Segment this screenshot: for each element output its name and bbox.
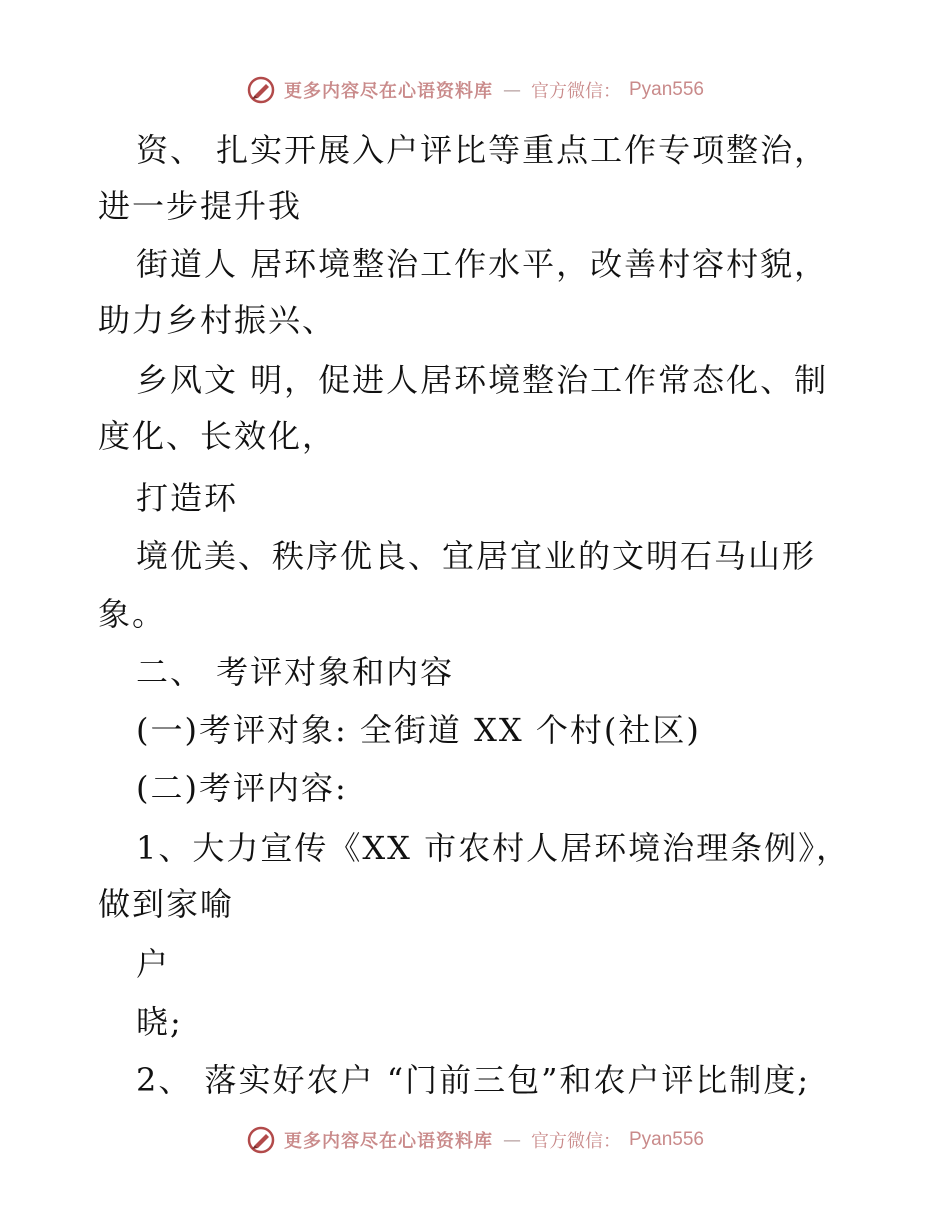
section-heading: 二、 考评对象和内容 (136, 653, 455, 691)
text-line: 晓; (136, 1003, 183, 1041)
text-line: 资、 扎实开展入户评比等重点工作专项整治， (136, 131, 829, 169)
watermark-dash: — (502, 79, 521, 101)
pen-logo-icon (246, 1125, 276, 1155)
watermark-main-text: 更多内容尽在心语资料库 (283, 1131, 493, 1152)
text-line: 打造环 (136, 479, 239, 517)
text-line: 度化、长效化， (98, 417, 337, 455)
text-line: 助力乡村振兴、 (98, 301, 337, 339)
text-line: 乡风文 明，促进人居环境整治工作常态化、制 (136, 361, 829, 399)
watermark-label: 官方微信： (530, 81, 621, 102)
text-line: (一)考评对象: 全街道 XX 个村(社区) (136, 711, 701, 749)
text-line: (二)考评内容: (136, 769, 348, 807)
watermark-main-text: 更多内容尽在心语资料库 (283, 81, 493, 102)
watermark-dash: — (502, 1129, 521, 1151)
text-line: 街道人 居环境整治工作水平，改善村容村貌， (136, 245, 829, 283)
text-line: 象。 (98, 595, 167, 633)
text-line: 进一步提升我 (98, 187, 303, 225)
watermark-code: Pyan556 (628, 1129, 704, 1150)
footer-watermark (0, 1120, 950, 1160)
text-line: 户 (136, 945, 171, 983)
watermark-code: Pyan556 (628, 79, 704, 100)
watermark-label: 官方微信： (530, 1131, 621, 1152)
text-line: 境优美、秩序优良、宜居宜业的文明石马山形 (136, 537, 817, 575)
text-line: 1、大力宣传《XX 市农村人居环境治理条例》， (136, 829, 851, 867)
text-line: 2、 落实好农户 “门前三包”和农户评比制度; (136, 1061, 811, 1099)
text-line: 做到家喻 (98, 885, 235, 923)
